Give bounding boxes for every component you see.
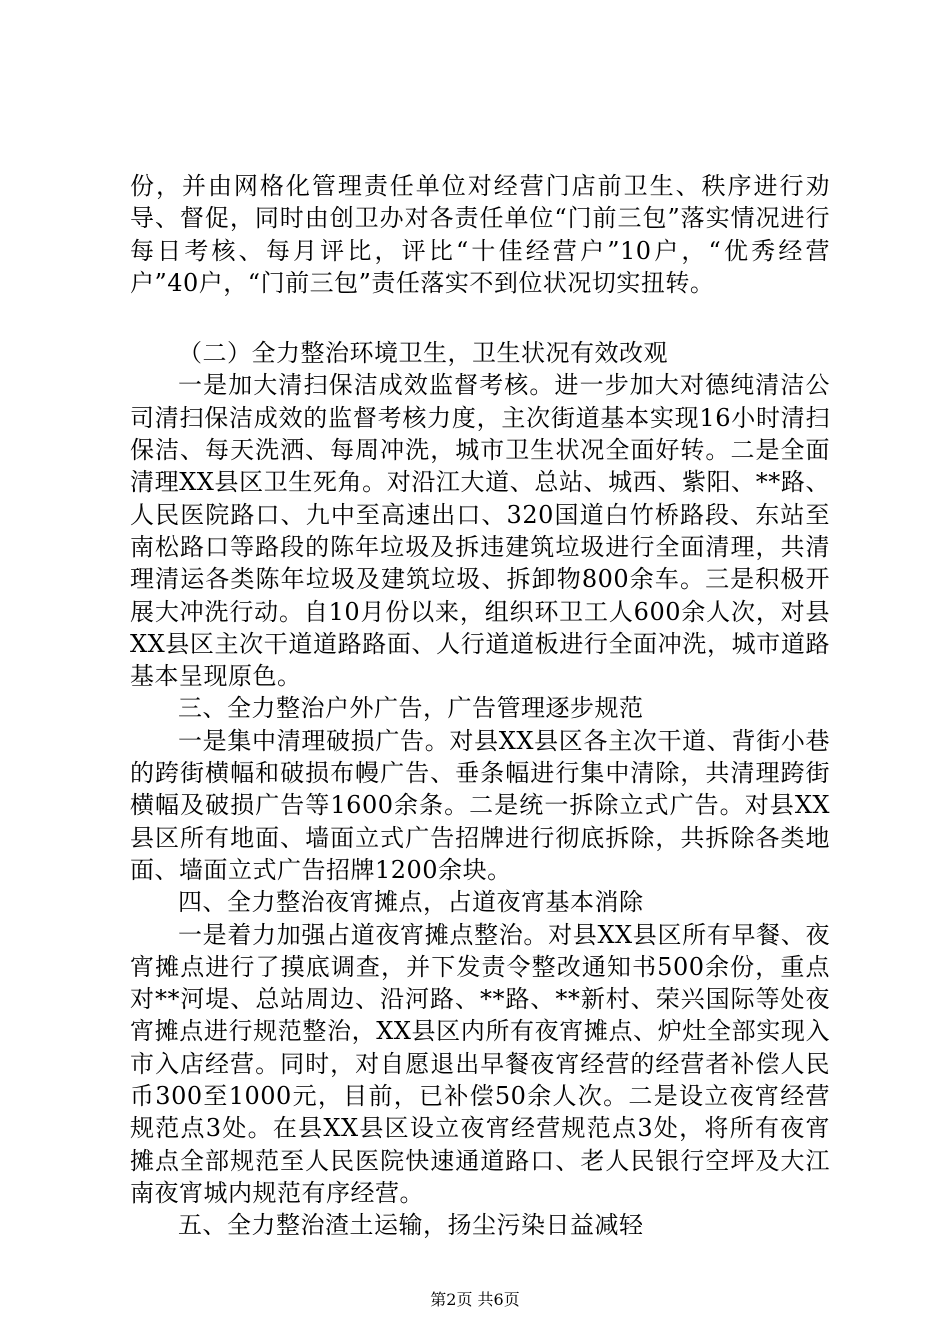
paragraph-night-stalls: 一是着力加强占道夜宵摊点整治。对县XX县区所有早餐、夜宵摊点进行了摸底调查，并下发责令整改通知书500余份，重点对**河堤、总站周边、沿河路、**路、**新村、荣兴国际等处夜宵摊点进行规范整治，XX县区内所有夜宵摊点、炉灶全部实现入市入店经营。同时，对自愿退出早餐夜宵经营的经营者补偿人民币300至1000元，目前，已补偿50余人次。二是设立夜宵经营规范点3处。在县XX县区设立夜宵经营规范点3处，将所有夜宵摊点全部规范至人民医院快速通道路口、老人民银行空坪及大江南夜宵城内规范有序经营。 — [130, 920, 830, 1207]
section-heading-3: 三、全力整治户外广告，广告管理逐步规范 — [178, 694, 644, 723]
section-heading-5: 五、全力整治渣土运输，扬尘污染日益减轻 — [178, 1211, 644, 1240]
paragraph-continuation: 份，并由网格化管理责任单位对经营门店前卫生、秩序进行劝导、督促，同时由创卫办对各责任单位“门前三包”落实情况进行每日考核、每月评比，评比“十佳经营户”10户，“优秀经营户”40户，“门前三包”责任落实不到位状况切实扭转。 — [130, 172, 830, 297]
paragraph-sanitation: 一是加大清扫保洁成效监督考核。进一步加大对德纯清洁公司清扫保洁成效的监督考核力度，主次街道基本实现16小时清扫保洁、每天洗洒、每周冲洗，城市卫生状况全面好转。二是全面清理XX县区卫生死角。对沿江大道、总站、城西、紫阳、**路、人民医院路口、九中至高速出口、320国道白竹桥路段、东站至南松路口等路段的陈年垃圾及拆违建筑垃圾进行全面清理，共清理清运各类陈年垃圾及建筑垃圾、拆卸物800余车。三是积极开展大冲洗行动。自10月份以来，组织环卫工人600余人次，对县XX县区主次干道道路路面、人行道道板进行全面冲洗，城市道路基本呈现原色。 — [130, 371, 830, 691]
paragraph-gap — [130, 299, 830, 337]
section-heading-4: 四、全力整治夜宵摊点，占道夜宵基本消除 — [178, 888, 644, 917]
section-heading-2: （二）全力整治环境卫生，卫生状况有效改观 — [178, 339, 668, 368]
paragraph-advertising: 一是集中清理破损广告。对县XX县区各主次干道、背街小巷的跨街横幅和破损布幔广告、垂条幅进行集中清除，共清理跨街横幅及破损广告等1600余条。二是统一拆除立式广告。对县XX县区所有地面、墙面立式广告招牌进行彻底拆除，共拆除各类地面、墙面立式广告招牌1200余块。 — [130, 726, 830, 884]
page-number-footer: 第2页 共6页 — [430, 1290, 520, 1309]
document-body — [130, 170, 830, 1242]
